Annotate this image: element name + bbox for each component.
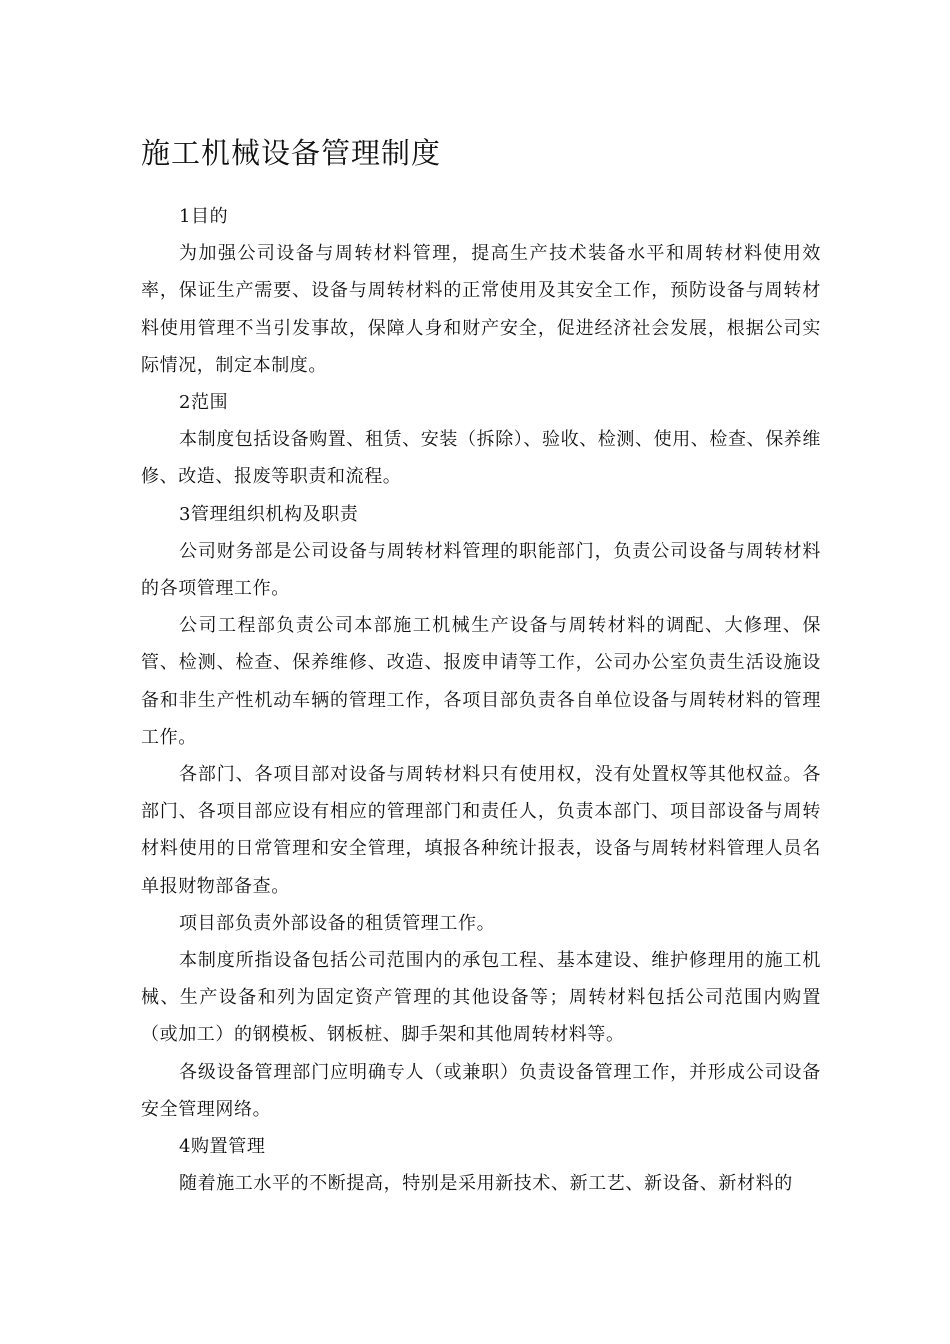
document-body — [141, 198, 821, 1202]
section-heading-purpose: 1目的 — [179, 206, 229, 227]
paragraph-equipment-definition: 本制度所指设备包括公司范围内的承包工程、基本建设、维护修理用的施工机械、生产设备和列为固定资产管理的其他设备等；周转材料包括公司范围内购置（或加工）的钢模板、钢板桩、脚手架和其他周转材料等。 — [141, 950, 821, 1046]
section-heading-organization: 3管理组织机构及职责 — [179, 503, 359, 525]
paragraph-scope: 本制度包括设备购置、租赁、安装（拆除）、验收、检测、使用、检查、保养维修、改造、报废等职责和流程。 — [141, 429, 821, 488]
paragraph-finance-dept: 公司财务部是公司设备与周转材料管理的职能部门，负责公司设备与周转材料的各项管理工作。 — [141, 540, 821, 600]
section-heading-purchasing: 4购置管理 — [179, 1136, 266, 1158]
paragraph-purchasing-intro: 随着施工水平的不断提高，特别是采用新技术、新工艺、新设备、新材料的 — [179, 1173, 793, 1195]
paragraph-safety-network: 各级设备管理部门应明确专人（或兼职）负责设备管理工作，并形成公司设备安全管理网络。 — [141, 1061, 821, 1120]
paragraph-departments-rights: 各部门、各项目部对设备与周转材料只有使用权，没有处置权等其他权益。各部门、各项目部应设有相应的管理部门和责任人，负责本部门、项目部设备与周转材料使用的日常管理和安全管理，填报各种统计报表，设备与周转材料管理人员名单报财物部备查。 — [141, 764, 821, 897]
paragraph-purpose: 为加强公司设备与周转材料管理，提高生产技术装备水平和周转材料使用效率，保证生产需要、设备与周转材料的正常使用及其安全工作，预防设备与周转材料使用管理不当引发事故，保障人身和财产安全，促进经济社会发展，根据公司实际情况，制定本制度。 — [141, 243, 821, 376]
document-title: 施工机械设备管理制度 — [141, 136, 442, 170]
paragraph-engineering-dept: 公司工程部负责公司本部施工机械生产设备与周转材料的调配、大修理、保管、检测、检查、保养维修、改造、报废申请等工作，公司办公室负责生活设施设备和非生产性机动车辆的管理工作，各项目部负责各自单位设备与周转材料的管理工作。 — [141, 615, 821, 748]
section-heading-scope: 2范围 — [179, 392, 229, 414]
paragraph-project-leasing: 项目部负责外部设备的租赁管理工作。 — [179, 912, 496, 934]
